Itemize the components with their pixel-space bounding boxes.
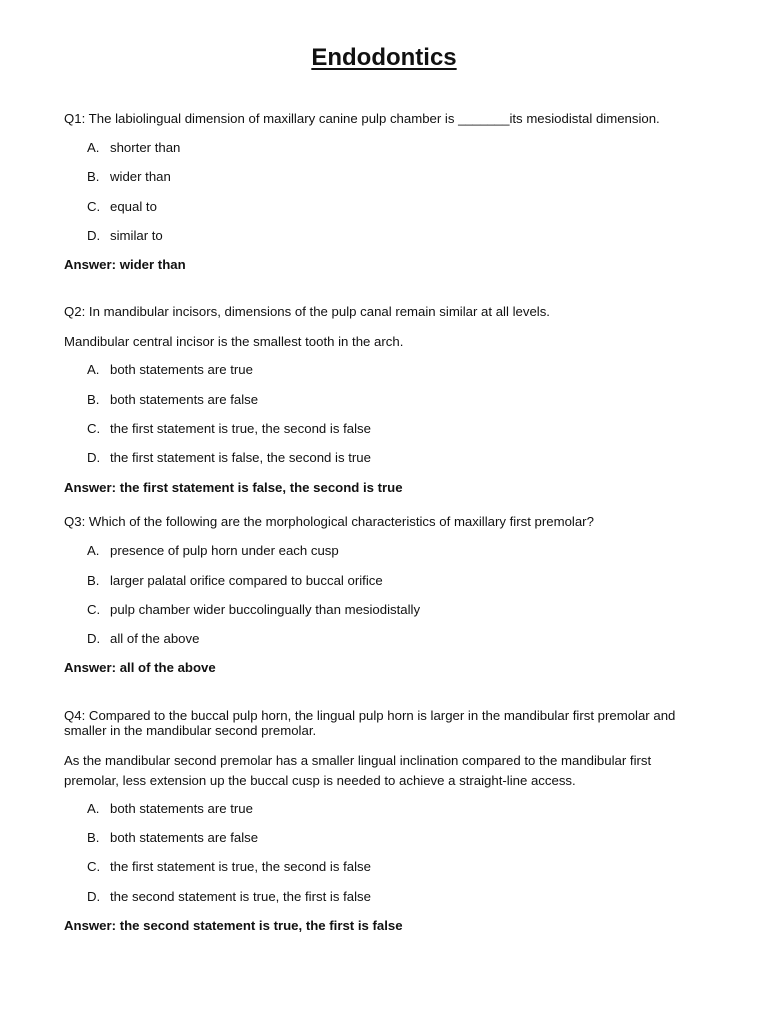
page-title: Endodontics: [311, 44, 457, 71]
option-text: equal to: [110, 199, 157, 214]
option-text: the first statement is true, the second is false: [110, 859, 371, 874]
option-text: all of the above: [110, 631, 200, 646]
question-3-answer: Answer: all of the above: [64, 660, 216, 675]
option-text: the first statement is true, the second is false: [110, 421, 371, 436]
question-4-answer: Answer: the second statement is true, the first is false: [64, 918, 403, 933]
option-letter: A.: [87, 362, 100, 377]
option-letter: B.: [87, 830, 100, 845]
question-3-option-d: [87, 631, 199, 646]
question-4-option-b: [87, 830, 258, 845]
question-3-option-c: [87, 602, 420, 617]
option-text: both statements are true: [110, 362, 253, 377]
option-letter: A.: [87, 801, 100, 816]
question-4-stem-2: As the mandibular second premolar has a smaller lingual inclination compared to the mandibular first premolar, less extension up the buccal cusp is needed to achieve a straight-line access.: [64, 753, 652, 788]
question-1-option-b: [87, 169, 171, 184]
option-text: both statements are true: [110, 801, 253, 816]
question-2-stem-1: Q2: In mandibular incisors, dimensions of the pulp canal remain similar at all levels.: [64, 304, 550, 319]
question-2-option-c: [87, 421, 371, 436]
question-2-option-a: [87, 362, 253, 377]
option-letter: C.: [87, 421, 101, 436]
option-text: both statements are false: [110, 392, 259, 407]
question-2-stem-2: Mandibular central incisor is the smallest tooth in the arch.: [64, 334, 404, 349]
option-letter: D.: [87, 228, 101, 243]
question-2-option-d: [87, 450, 371, 465]
question-4-option-c: [87, 859, 371, 874]
question-3-option-b: [87, 573, 383, 588]
question-1-stem: Q1: The labiolingual dimension of maxillary canine pulp chamber is _______its mesiodistal dimension.: [64, 111, 660, 126]
option-letter: C.: [87, 859, 101, 874]
option-letter: C.: [87, 199, 101, 214]
option-letter: D.: [87, 450, 101, 465]
option-letter: A.: [87, 543, 100, 558]
question-3-option-a: [87, 543, 339, 558]
question-2-answer: Answer: the first statement is false, the second is true: [64, 480, 403, 495]
option-text: larger palatal orifice compared to buccal orifice: [110, 573, 383, 588]
question-2-option-b: [87, 392, 258, 407]
option-text: similar to: [110, 228, 163, 243]
option-letter: D.: [87, 889, 101, 904]
option-letter: B.: [87, 169, 100, 184]
option-text: both statements are false: [110, 830, 259, 845]
option-text: shorter than: [110, 140, 181, 155]
option-letter: B.: [87, 392, 100, 407]
option-letter: C.: [87, 602, 101, 617]
question-1-option-a: [87, 140, 180, 155]
option-text: pulp chamber wider buccolingually than mesiodistally: [110, 602, 421, 617]
option-text: the second statement is true, the first is false: [110, 889, 371, 904]
question-4-stem-1: Q4: Compared to the buccal pulp horn, the lingual pulp horn is larger in the mandibular first premolar and smaller in the mandibular second premolar.: [64, 708, 676, 738]
question-4-option-d: [87, 889, 371, 904]
question-4-option-a: [87, 801, 253, 816]
option-text: presence of pulp horn under each cusp: [110, 543, 339, 558]
option-letter: A.: [87, 140, 100, 155]
question-1-answer: Answer: wider than: [64, 257, 186, 272]
option-text: wider than: [110, 169, 171, 184]
question-1-option-d: [87, 228, 163, 243]
option-letter: D.: [87, 631, 101, 646]
question-1-option-c: [87, 199, 157, 214]
question-3-stem: Q3: Which of the following are the morphological characteristics of maxillary first premolar?: [64, 514, 594, 529]
option-letter: B.: [87, 573, 100, 588]
option-text: the first statement is false, the second is true: [110, 450, 371, 465]
